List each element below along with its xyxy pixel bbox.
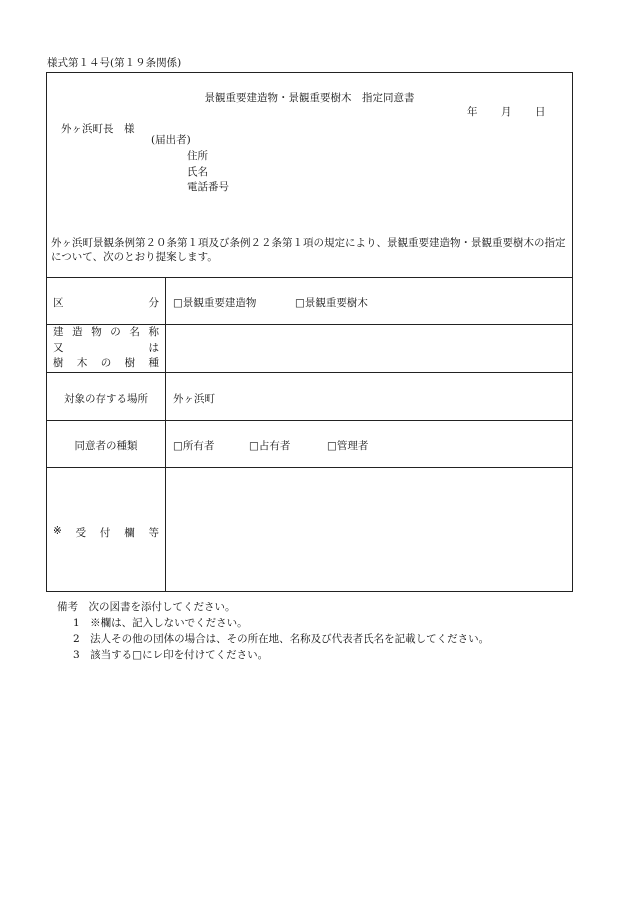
or-label: 又 は — [53, 342, 159, 354]
option-owner[interactable]: □所有者 — [173, 440, 215, 452]
option-landscape-tree[interactable]: □景観重要樹木 — [295, 297, 368, 309]
divider — [47, 277, 572, 278]
remarks — [57, 599, 489, 663]
name-input-area[interactable] — [173, 341, 568, 357]
date-day: 日 — [535, 106, 546, 118]
location-value: 外ヶ浜町 — [173, 393, 215, 405]
divider — [47, 324, 572, 325]
option-landscape-building[interactable]: □景観重要建造物 — [173, 297, 257, 309]
remarks-item: 1 ※欄は、記入しないでください。 — [73, 617, 248, 629]
reception-label: ※ 受 付 欄 等 — [53, 525, 159, 539]
notifier-address-label: 住所 — [187, 150, 208, 162]
divider — [47, 420, 572, 421]
tree-species-label: 樹 木 の 樹 種 — [53, 357, 159, 369]
addressee: 外ヶ浜町長 様 — [61, 123, 135, 135]
form-frame — [46, 72, 573, 592]
notifier-label: (届出者) — [151, 134, 191, 146]
date-month: 月 — [501, 106, 512, 118]
option-manager[interactable]: □管理者 — [327, 440, 369, 452]
option-occupant[interactable]: □占有者 — [249, 440, 291, 452]
consent-type-label: 同意者の種類 — [74, 440, 138, 452]
divider — [47, 467, 572, 468]
statement-text: 外ヶ浜町景観条例第２０条第１項及び条例２２条第１項の規定により、景観重要建造物・景観重要樹木の指定について、次のとおり提案します。 — [51, 237, 566, 263]
building-name-label: 建 造 物 の 名 称 — [53, 326, 159, 338]
column-divider — [165, 277, 166, 592]
remarks-heading: 備考 次の図書を添付してください。 — [57, 601, 236, 613]
category-label: 区 分 — [53, 297, 159, 309]
remarks-item: 2 法人その他の団体の場合は、その所在地、名称及び代表者氏名を記載してください。 — [73, 633, 490, 645]
divider — [47, 372, 572, 373]
date-year: 年 — [467, 106, 478, 118]
form-title: 景観重要建造物・景観重要樹木 指定同意書 — [204, 92, 415, 104]
location-label: 対象の存する場所 — [64, 393, 148, 405]
remarks-item: 3 該当する□にレ印を付けてください。 — [73, 649, 269, 661]
notifier-name-label: 氏名 — [187, 166, 208, 178]
notifier-phone-label: 電話番号 — [187, 181, 229, 193]
date-line — [467, 107, 569, 118]
form-number-label: 様式第１４号(第１９条関係) — [47, 57, 182, 69]
